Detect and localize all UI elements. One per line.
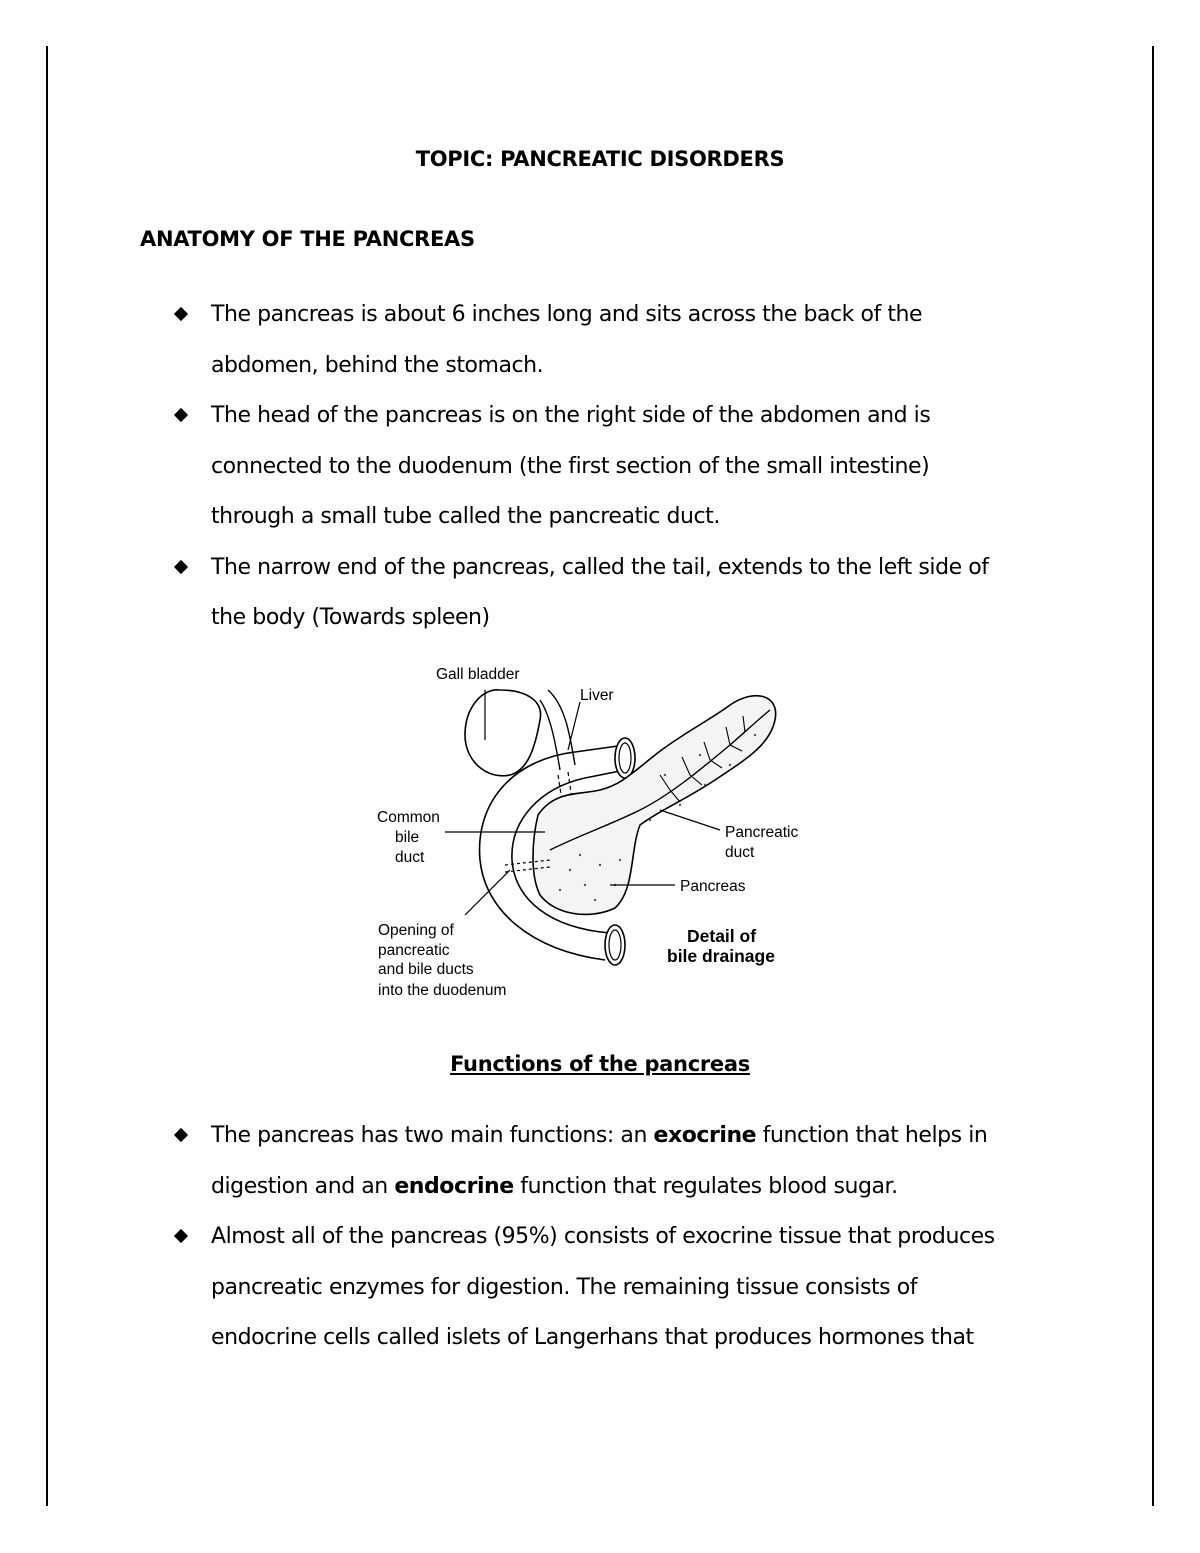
label-common-bile-duct-2: bile	[395, 829, 420, 846]
label-opening-1: Opening of	[378, 922, 454, 939]
functions-bullet-list	[176, 1111, 1056, 1364]
functions-heading: Functions of the pancreas	[450, 1052, 750, 1076]
label-detail-2: bile drainage	[667, 946, 775, 966]
diamond-bullet-icon	[174, 1128, 188, 1142]
list-item: The narrow end of the pancreas, called the tail, extends to the left side of the body (Towards spleen)	[176, 543, 1056, 644]
label-pancreatic-duct-1: Pancreatic	[725, 824, 799, 841]
list-item: The pancreas has two main functions: an exocrine function that helps in digestion and an endocrine function that regulates blood sugar.	[176, 1111, 1056, 1212]
label-detail-1: Detail of	[687, 926, 757, 946]
label-opening-4: into the duodenum	[378, 982, 507, 999]
label-gall-bladder: Gall bladder	[436, 666, 520, 683]
anatomy-bullet-list	[176, 290, 1056, 644]
page-title: TOPIC: PANCREATIC DISORDERS	[415, 147, 785, 171]
list-item: The pancreas is about 6 inches long and sits across the back of the abdomen, behind the stomach.	[176, 290, 1056, 391]
label-liver: Liver	[580, 687, 614, 704]
list-item: Almost all of the pancreas (95%) consists of exocrine tissue that produces pancreatic enzymes for digestion. The remaining tissue consists of endocrine cells called islets of Langerhans that produces hormones that	[176, 1212, 1056, 1364]
label-pancreas: Pancreas	[680, 878, 746, 895]
gall-bladder-shape	[465, 690, 541, 776]
label-common-bile-duct-1: Common	[377, 809, 440, 826]
anatomy-heading: ANATOMY OF THE PANCREAS	[140, 227, 475, 251]
label-opening-3: and bile ducts	[378, 961, 474, 978]
label-common-bile-duct-3: duct	[395, 849, 425, 866]
diamond-bullet-icon	[174, 1229, 188, 1243]
diamond-bullet-icon	[174, 307, 188, 321]
label-opening-2: pancreatic	[378, 942, 450, 959]
diamond-bullet-icon	[174, 408, 188, 422]
page-left-border	[46, 46, 48, 1506]
diamond-bullet-icon	[174, 559, 188, 573]
label-pancreatic-duct-2: duct	[725, 844, 755, 861]
page-right-border	[1152, 46, 1154, 1506]
pancreas-anatomy-diagram	[370, 660, 810, 1005]
list-item: The head of the pancreas is on the right side of the abdomen and is connected to the duodenum (the first section of the small intestine) through a small tube called the pancreatic duct.	[176, 391, 1056, 543]
